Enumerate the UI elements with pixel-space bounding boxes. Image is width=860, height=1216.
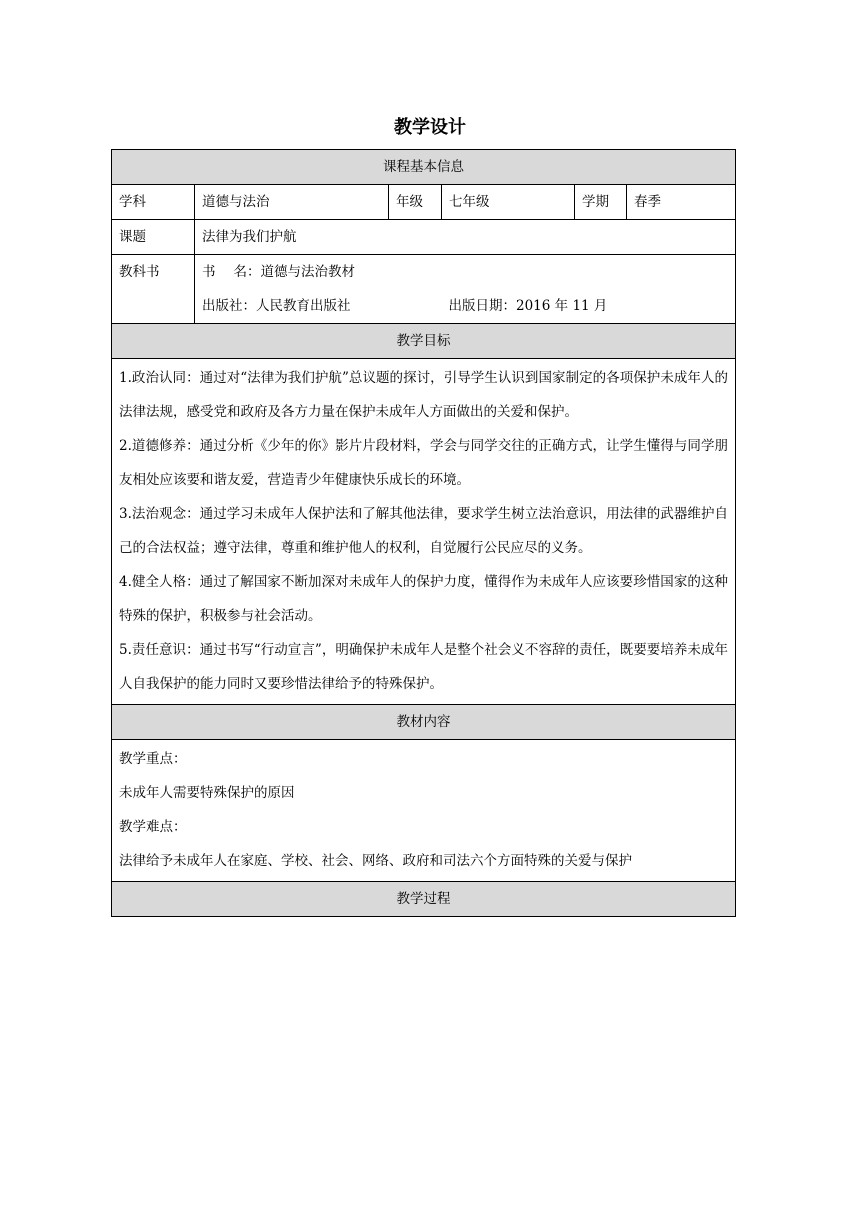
term-label: 学期 bbox=[575, 185, 627, 219]
pub-date-value: 2016 年 11 月 bbox=[516, 298, 608, 314]
objective-item: 3.法治观念：通过学习未成年人保护法和了解其他法律，要求学生树立法治意识，用法律的武器维护自己的合法权益；遵守法律，尊重和维护他人的权利，自觉履行公民应尽的义务。 bbox=[119, 506, 728, 556]
pub-date-label: 出版日期： bbox=[448, 298, 516, 314]
publisher-line bbox=[202, 289, 728, 323]
basic-info-header: 课程基本信息 bbox=[112, 150, 736, 184]
content-block bbox=[112, 740, 736, 881]
subject-row bbox=[112, 185, 736, 220]
objective-item: 4.健全人格：通过了解国家不断加深对未成年人的保护力度，懂得作为未成年人应该要珍惜国家的这种特殊的保护，积极参与社会活动。 bbox=[119, 574, 728, 624]
process-header-row bbox=[112, 882, 736, 917]
book-name-label-1: 书 bbox=[202, 264, 216, 280]
basic-info-header-row bbox=[112, 150, 736, 185]
difficult-point-label: 教学难点： bbox=[119, 819, 187, 835]
objectives-list bbox=[112, 359, 736, 704]
difficult-point-value: 法律给予未成年人在家庭、学校、社会、网络、政府和司法六个方面特殊的关爱与保护 bbox=[119, 853, 632, 869]
book-name-label-2: 名： bbox=[233, 264, 261, 280]
grade-label: 年级 bbox=[389, 185, 442, 219]
grade-value: 七年级 bbox=[442, 185, 575, 219]
objectives-row bbox=[112, 359, 736, 705]
textbook-label: 教科书 bbox=[112, 255, 195, 323]
objective-item: 1.政治认同：通过对“法律为我们护航”总议题的探讨，引导学生认识到国家制定的各项保护未成年人的法律法规，感受党和政府及各方力量在保护未成年人方面做出的关爱和保护。 bbox=[119, 370, 728, 420]
subject-value: 道德与法治 bbox=[195, 185, 389, 219]
objective-item: 2.道德修养：通过分析《少年的你》影片片段材料，学会与同学交往的正确方式，让学生懂得与同学朋友相处应该要和谐友爱，营造青少年健康快乐成长的环境。 bbox=[119, 438, 728, 488]
textbook-row bbox=[112, 255, 736, 324]
objective-item: 5.责任意识：通过书写“行动宣言”，明确保护未成年人是整个社会义不容辞的责任，既要要培养未成年人自我保护的能力同时又要珍惜法律给予的特殊保护。 bbox=[119, 642, 728, 692]
topic-label: 课题 bbox=[112, 220, 195, 254]
content-header: 教材内容 bbox=[112, 705, 736, 739]
topic-row bbox=[112, 220, 736, 255]
topic-value: 法律为我们护航 bbox=[195, 220, 736, 254]
objectives-header-row bbox=[112, 324, 736, 359]
textbook-details bbox=[195, 255, 736, 323]
subject-label: 学科 bbox=[112, 185, 195, 219]
book-name-line bbox=[202, 255, 728, 289]
book-name-value: 道德与法治教材 bbox=[260, 264, 355, 280]
process-header: 教学过程 bbox=[112, 882, 736, 916]
document-title: 教学设计 bbox=[394, 117, 466, 138]
content-header-row bbox=[112, 705, 736, 740]
lesson-plan-table bbox=[111, 149, 736, 917]
content-row bbox=[112, 740, 736, 882]
publisher-label: 出版社： bbox=[202, 298, 256, 314]
key-point-value: 未成年人需要特殊保护的原因 bbox=[119, 785, 295, 801]
publisher-value: 人民教育出版社 bbox=[256, 298, 351, 314]
key-point-label: 教学重点： bbox=[119, 751, 187, 767]
term-value: 春季 bbox=[627, 185, 736, 219]
objectives-header: 教学目标 bbox=[112, 324, 736, 358]
